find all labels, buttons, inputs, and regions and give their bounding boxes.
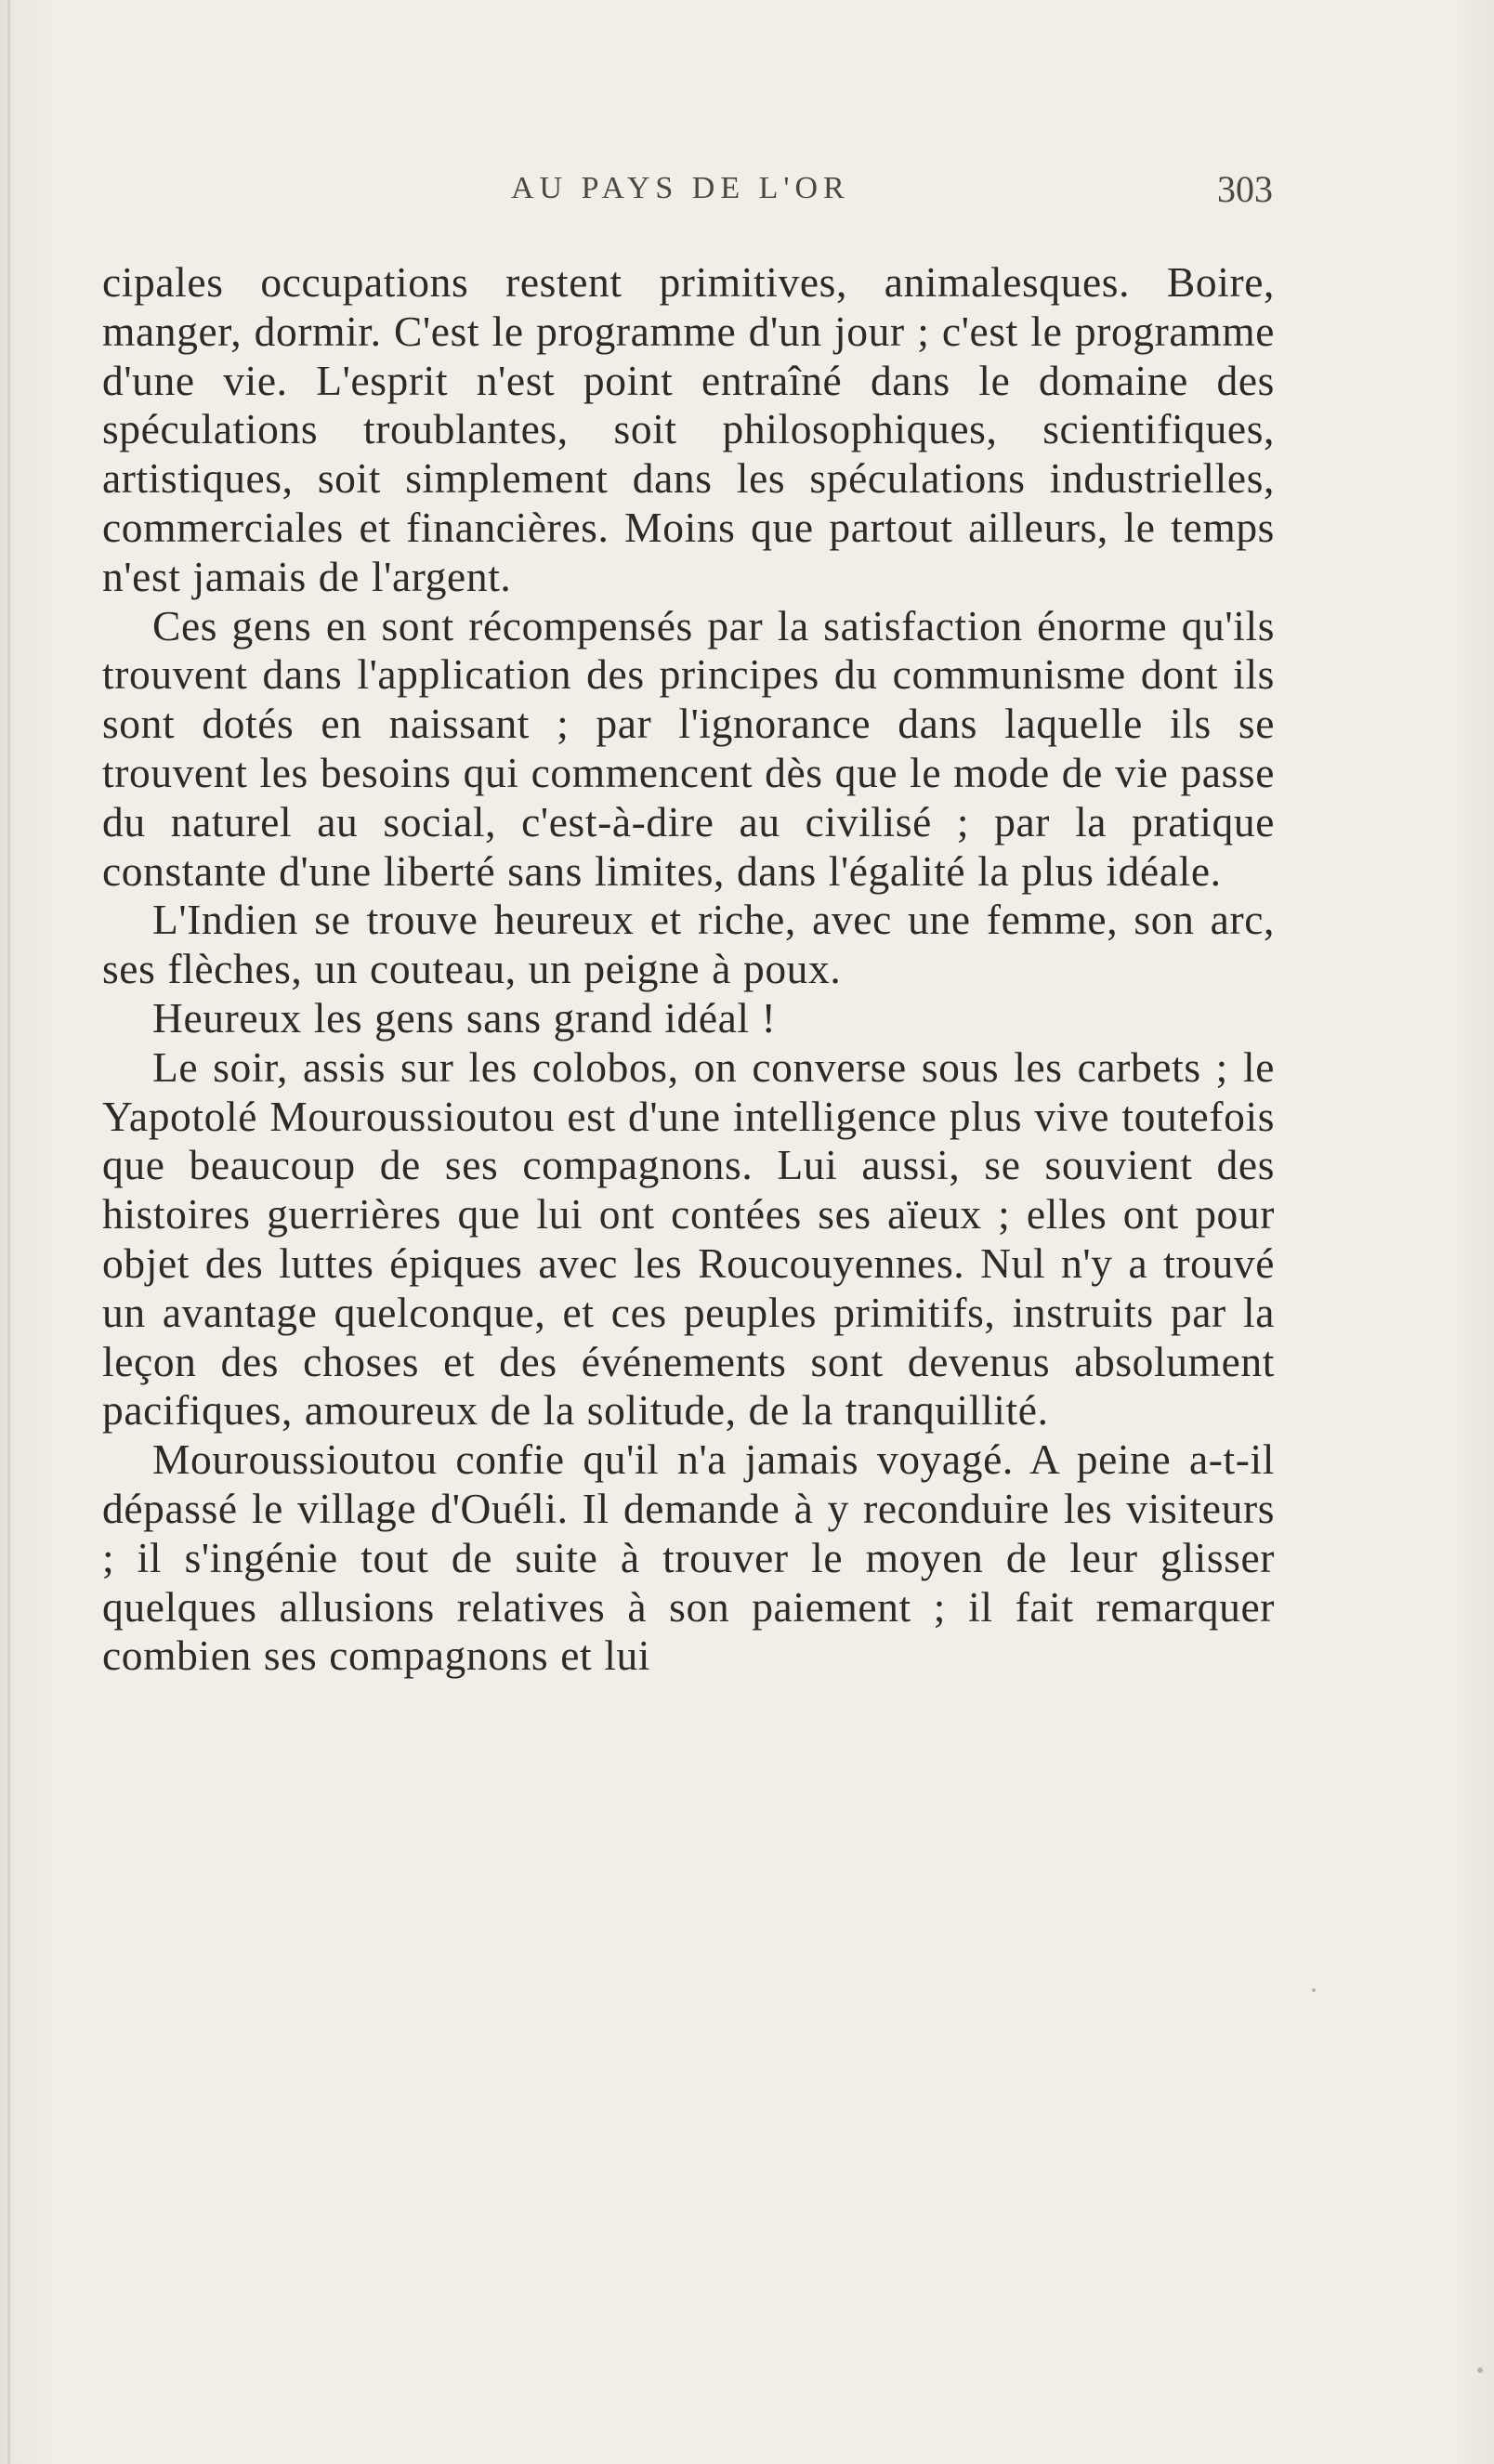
page-number: 303 [1217, 168, 1273, 210]
paragraph: Mouroussioutou confie qu'il n'a jamais voyagé. A peine a-t-il dépassé le village d'Ouéli. Il demande à y reconduire les visiteurs ; il s'ingénie tout de suite à trouver le moyen de leur glisser quelques allusions relatives à son paiement ; il fait remarquer combien ses compagnons et lui [102, 1435, 1275, 1680]
paper-speck [1312, 1988, 1316, 1992]
paper-speck [1477, 2367, 1483, 2373]
paragraph: L'Indien se trouve heureux et riche, avec une femme, son arc, ses flèches, un couteau, un peigne à poux. [102, 896, 1275, 993]
running-title: AU PAYS DE L'OR [511, 171, 850, 205]
body-text [102, 258, 1275, 1681]
running-head [102, 167, 1273, 223]
paragraph-continued: cipales occupations restent primitives, animalesques. Boire, manger, dormir. C'est le programme d'un jour ; c'est le programme d'une vie. L'esprit n'est point entraîné dans le domaine des spéculations troublantes, soit philosophiques, scientifiques, artistiques, soit simplement dans les spéculations industrielles, commerciales et financières. Moins que partout ailleurs, le temps n'est jamais de l'argent. [102, 258, 1275, 600]
page-gutter [7, 0, 10, 2464]
paragraph: Ces gens en sont récompensés par la satisfaction énorme qu'ils trouvent dans l'application des principes du communisme dont ils sont dotés en naissant ; par l'ignorance dans laquelle ils se trouvent les besoins qui commencent dès que le mode de vie passe du naturel au social, c'est-à-dire au civilisé ; par la pratique constante d'une liberté sans limites, dans l'égalité la plus idéale. [102, 601, 1275, 895]
paragraph: Le soir, assis sur les colobos, on converse sous les carbets ; le Yapotolé Mouroussioutou est d'une intelligence plus vive toutefois que beaucoup de ses compagnons. Lui aussi, se souvient des histoires guerrières que lui ont contées ses aïeux ; elles ont pour objet des luttes épiques avec les Roucouyennes. Nul n'y a trouvé un avantage quelconque, et ces peuples primitifs, instruits par la leçon des choses et des événements sont devenus absolument pacifiques, amoureux de la solitude, de la tranquillité. [102, 1042, 1275, 1435]
paragraph: Heureux les gens sans grand idéal ! [152, 993, 777, 1042]
